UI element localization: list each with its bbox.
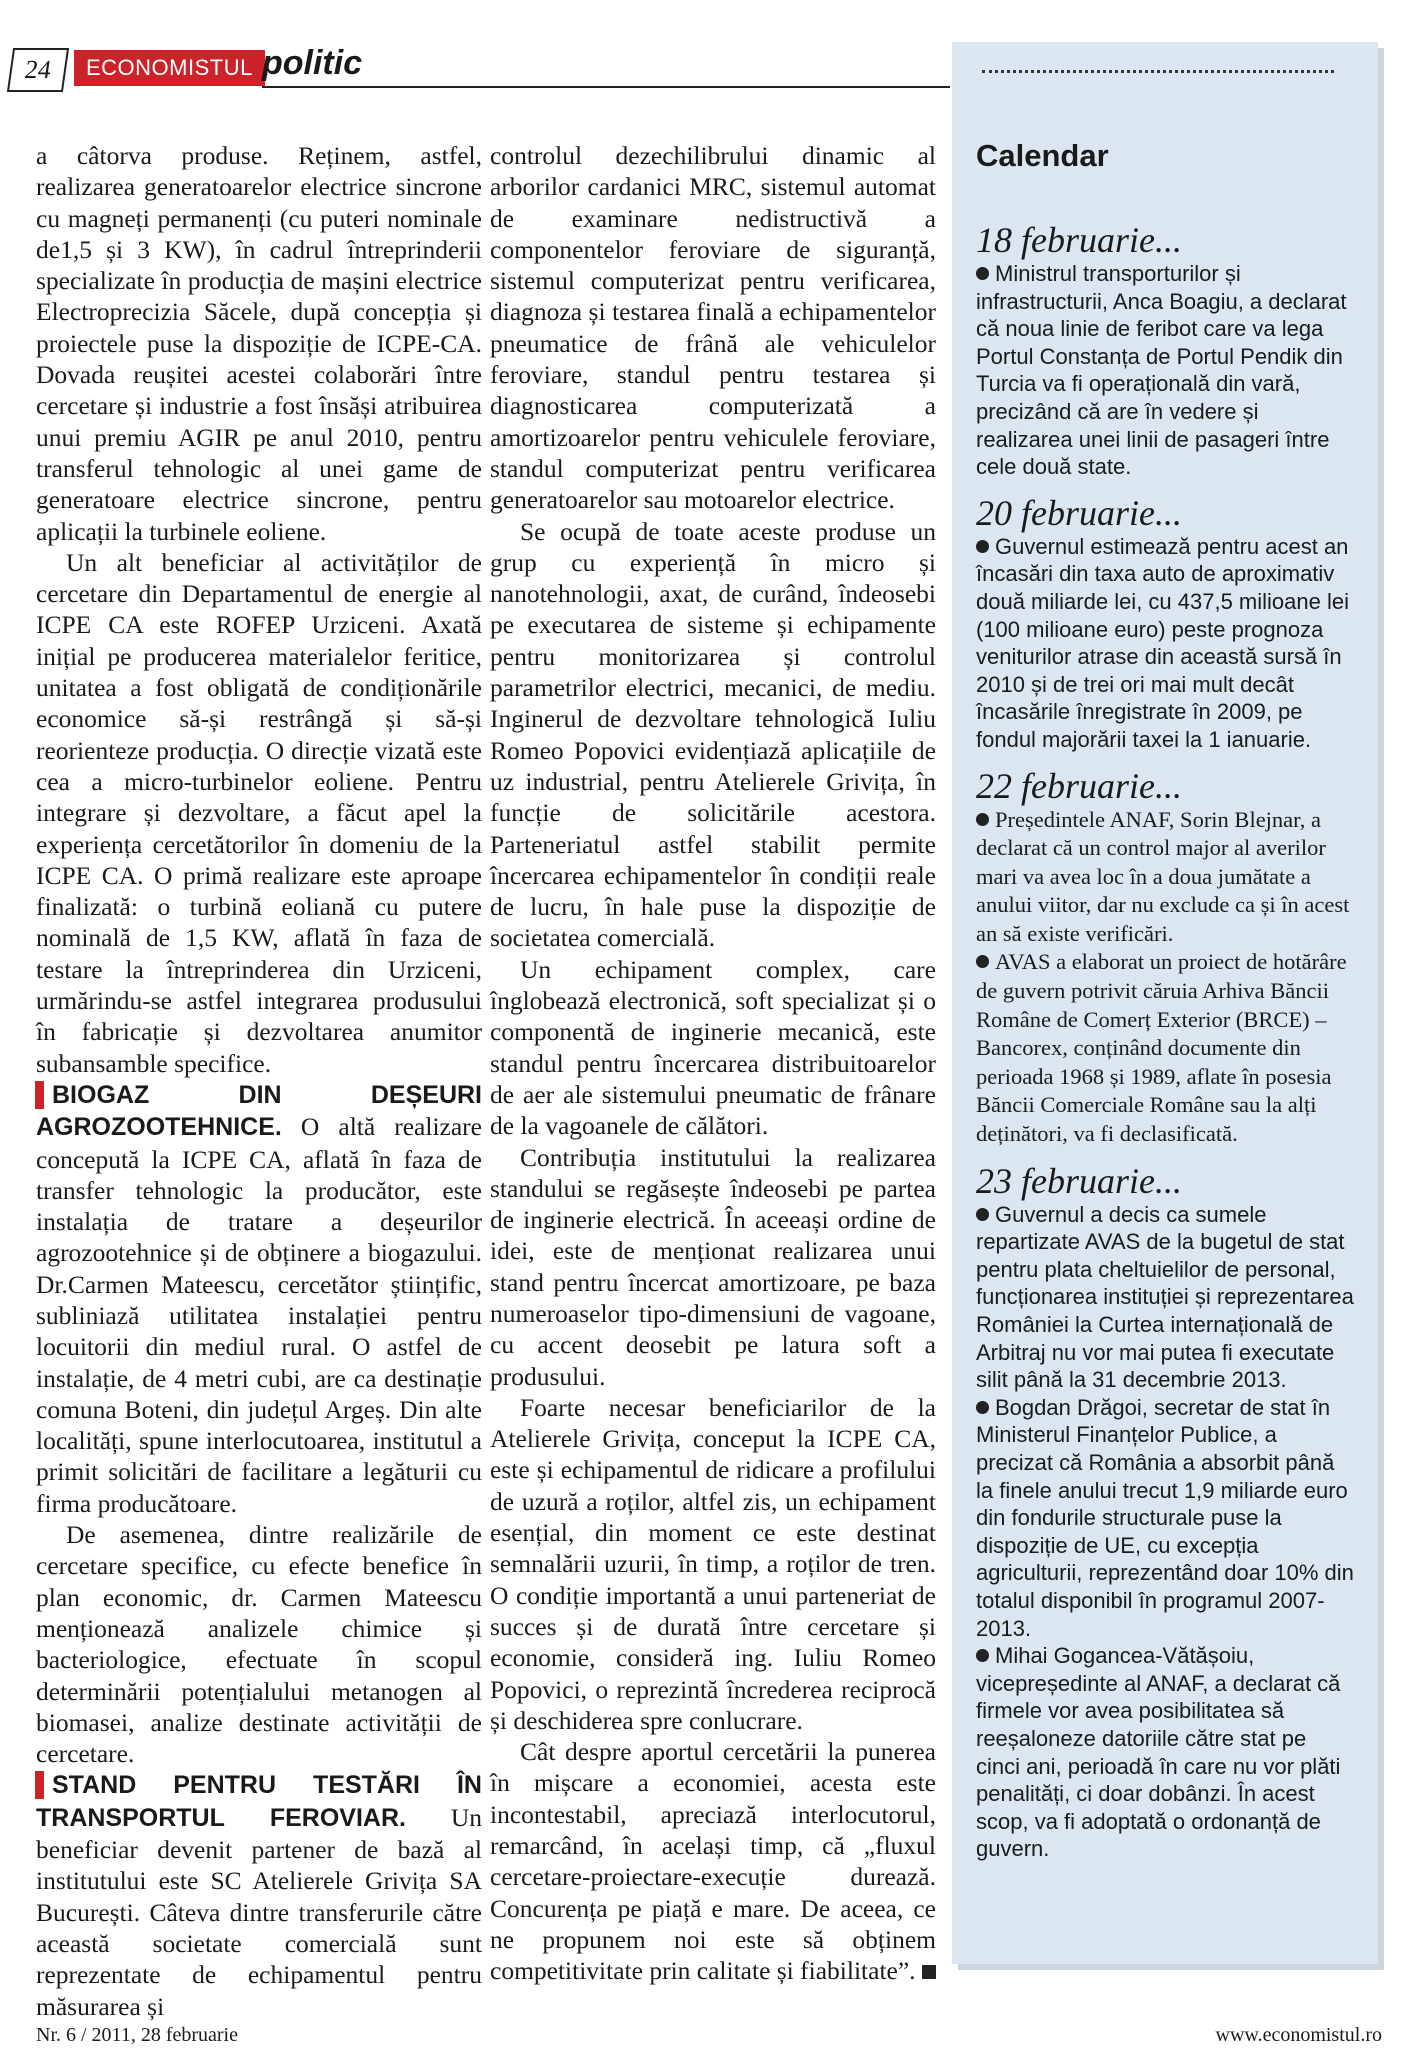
section-title: politic [262, 44, 363, 82]
bullet-icon [976, 540, 989, 553]
calendar-sidebar [952, 42, 1378, 1964]
article-column-1 [36, 140, 482, 2022]
calendar-date: 18 februarie... [976, 220, 1182, 260]
paragraph: a câtorva produse. Reținem, astfel, realizarea generatoarelor electrice sincrone cu magneți permanenți (cu puteri nominale de1,5 și 3 KW), în cadrul întreprinderii specializate în producția de mașini electrice Electroprecizia Săcele, după concepția și proiectele puse la dispoziție de ICPE-CA. Dovada reușitei acestei colaborări între cercetare și industrie a fost însăși atribuirea unui premiu AGIR pe anul 2010, pentru transferul tehnologic al unei game de generatoare electrice sincrone, pentru aplicații la turbinele eoliene. [36, 141, 482, 546]
paragraph: Contribuția institutului la realizarea standului se regăsește îndeosebi pe partea de inginerie electrică. În aceeași ordine de idei, este de menționat realizarea unui stand pentru încercat amortizoare, pe baza numeroaselor tipo-dimensiuni de vagoane, cu accent deosebit pe latura soft a produsului. [490, 1142, 936, 1391]
calendar-item [976, 1642, 1356, 1863]
bullet-icon [976, 1401, 989, 1414]
paragraph-text: Cât despre aportul cercetării la punerea în mișcare a economiei, acesta este incontestabil, apreciază interlocutorul, remarcând, în același timp, că „fluxul cercetare-proiectare-execuție durează. Concurența pe piață e mare. De aceea, ce ne propunem noi este să obținem competitivitate prin calitate și fiabilitate”. [490, 1737, 936, 1986]
subsection-stand [36, 1769, 482, 2021]
subheading: STAND PENTRU TESTĂRI ÎN TRANSPORTUL FEROVIAR. [36, 1771, 482, 1832]
issue-info: Nr. 6 / 2011, 28 februarie [36, 2024, 238, 2046]
paragraph: Un alt beneficiar al activităților de cercetare din Departamentul de energie al ICPE CA este ROFEP Urziceni. Axată inițial pe producerea materialelor feritice, unitatea a fost obligată de condiționările economice să-și restrângă și să-și reorienteze producția. O direcție vizată este cea a micro-turbinelor eoliene. Pentru integrare și dezvoltare, a făcut apel la experiența cercetătorilor în domeniu de la ICPE CA. O primă realizare este aproape finalizată: o turbină eoliană cu putere nominală de 1,5 KW, aflată în faza de testare la întreprinderea din Urziceni, urmărindu-se astfel integrarea produsului în fabricație și dezvoltarea anumitor subansamble specifice. [36, 547, 482, 1078]
calendar-item [976, 948, 1356, 1148]
paragraph-text: O altă realizare concepută la ICPE CA, aflată în faza de transfer tehnologic la producător, este instalația de tratare a deșeurilor agrozootehnice și de obținere a biogazului. Dr.Carmen Mateescu, cercetător științific, subliniază utilitatea instalației pentru locuitorii din mediul rural. O astfel de instalație, de 4 metri cubi, are ca destinație comuna Boteni, din județul Argeș. Din alte localități, spune interlocutoarea, institutul a primit solicitări de facilitare a legăturii cu firma producătoare. [36, 1112, 482, 1518]
calendar-item-text: Guvernul a decis ca sumele repartizate AVAS de la bugetul de stat pentru plata cheltuielilor de personal, funcționarea instituției și reprezentarea României la Curtea internațională de Arbitraj nu vor mai putea fi executate silit până la 31 decembrie 2013. [976, 1201, 1354, 1393]
paragraph-text: Un beneficiar devenit partener de bază al institutului este SC Atelierele Grivița SA București. Câteva dintre transferurile către această societate comercială sunt reprezentate de echipamentul pentru măsurarea și [36, 1802, 483, 2021]
paragraph-final [490, 1736, 936, 1986]
paragraph: controlul dezechilibrului dinamic al arborilor cardanici MRC, sistemul automat de examinare nedistructivă a componentelor feroviare de siguranță, sistemul computerizat pentru verificarea, diagnoza și testarea finală a echipamentelor pneumatice de frână ale vehiculelor feroviare, standul pentru testarea și diagnosticarea computerizată a amortizoarelor pentru vehiculele feroviare, standul computerizat pentru verificarea generatoarelor sau motoarelor electrice. [490, 141, 936, 515]
calendar-body [976, 220, 1356, 1863]
calendar-item [976, 533, 1356, 754]
calendar-item-text: Președintele ANAF, Sorin Blejnar, a declarat că un control major al averilor mari va avea loc în a doua jumătate a anului viitor, dar nu exclude ca și în acest an să existe verificări. [976, 806, 1350, 946]
subsection-biogaz [36, 1079, 482, 1519]
calendar-date: 22 februarie... [976, 765, 1182, 806]
calendar-item-text: AVAS a elaborat un proiect de hotărâre de guvern potrivit căruia Arhiva Băncii Române de Comerț Exterior (BRCE) – Bancorex, conținând documente din perioada 1968 și 1989, aflate în posesia Băncii Comerciale Române sau la alți deținători, va fi declasificată. [976, 949, 1347, 1147]
paragraph: Se ocupă de toate aceste produse un grup cu experiență în micro și nanotehnologii, axat, de curând, îndeosebi pe executarea de sisteme și echipamente pentru monitorizarea și controlul parametrilor electrici, mecanici, de mediu. Inginerul de dezvoltare tehnologică Iuliu Romeo Popovici evidențiază aplicațiile de uz industrial, pentru Atelierele Grivița, în funcție de solicitările acestora. Parteneriatul astfel stabilit permite încercarea echipamentelor în condiții reale de lucru, în hale puse la dispoziție de societatea comercială. [490, 516, 936, 953]
paragraph: De asemenea, dintre realizările de cercetare specifice, cu efecte benefice în plan economic, dr. Carmen Mateescu menționează analizele chimice și bacteriologice, efectuate în scopul determinării potențialului metanogen al biomasei, analize destinate activității de cercetare. [36, 1520, 482, 1769]
calendar-date: 20 februarie... [976, 492, 1182, 533]
end-mark-icon [922, 1965, 936, 1979]
bullet-icon [976, 1208, 989, 1221]
page-number: 24 [7, 48, 69, 92]
calendar-item [976, 260, 1356, 481]
bullet-icon [976, 1649, 989, 1662]
calendar-item [976, 806, 1356, 949]
calendar-item-text: Mihai Gogancea-Vătășoiu, vicepreședinte al ANAF, a declarat că firmele vor avea posibilitatea să reeșaloneze datoriile către stat pe cinci ani, perioadă în care nu vor plăti penalități, ci doar dobânzi. În acest scop, va fi adoptată o ordonanță de guvern. [976, 1643, 1341, 1862]
calendar-item-text: Guvernul estimează pentru acest an încasări din taxa auto de aproximativ două miliarde lei, cu 437,5 milioane lei (100 milioane euro) peste prognoza veniturilor atrase din această sursă în 2010 și de trei ori mai mult decât încasările înregistrate în 2009, pe fondul majorării taxei la 1 ianuarie. [976, 533, 1349, 752]
article-column-2 [490, 140, 936, 1987]
website-link[interactable]: www.economistul.ro [1215, 2024, 1382, 2046]
paragraph: Un echipament complex, care înglobează electronică, soft specializat și o componentă de inginerie mecanică, este standul pentru încercarea distribuitoarelor de aer ale sistemului pneumatic de frânare de la vagoanele de călători. [490, 954, 936, 1141]
calendar-item-text: Bogdan Drăgoi, secretar de stat în Ministerul Finanțelor Publice, a precizat că România a absorbit până la finele anului trecut 1,9 miliarde euro din fondurile structurale puse la dispoziție de UE, cu excepția agriculturii, reprezentând doar 10% din totalul disponibil în programul 2007-2013. [976, 1394, 1354, 1641]
calendar-item [976, 1201, 1356, 1394]
calendar-date: 23 februarie... [976, 1160, 1182, 1201]
bullet-icon [976, 955, 989, 968]
dotted-rule [982, 70, 1334, 73]
brand-logo: ECONOMISTUL [74, 50, 265, 86]
calendar-item [976, 1394, 1356, 1642]
calendar-item-text: Ministrul transporturilor și infrastructurii, Anca Boagiu, a declarat că noua linie de feribot care va lega Portul Constanța de Portul Pendik din Turcia va fi operațională din vară, precizând că are în vedere și realizarea unei linii de pasageri între cele două state. [976, 261, 1347, 480]
bullet-icon [976, 813, 989, 826]
bullet-icon [976, 267, 989, 280]
paragraph: Foarte necesar beneficiarilor de la Atelierele Grivița, conceput la ICPE CA, este și echipamentul de ridicare a profilului de uzură a roților, altfel zis, un echipament esențial, din moment ce este destinat semnalării uzurii, în timp, a roților de tren. O condiție importantă a unui parteneriat de succes și de durată între cercetare și economie, consideră ing. Iuliu Romeo Popovici, o reprezintă încrederea reciprocă și deschiderea spre conlucrare. [490, 1392, 936, 1735]
calendar-title: Calendar [976, 138, 1109, 173]
header-rule [262, 86, 950, 88]
subheading: BIOGAZ DIN DEȘEURI AGROZOOTEHNICE. [36, 1080, 482, 1142]
